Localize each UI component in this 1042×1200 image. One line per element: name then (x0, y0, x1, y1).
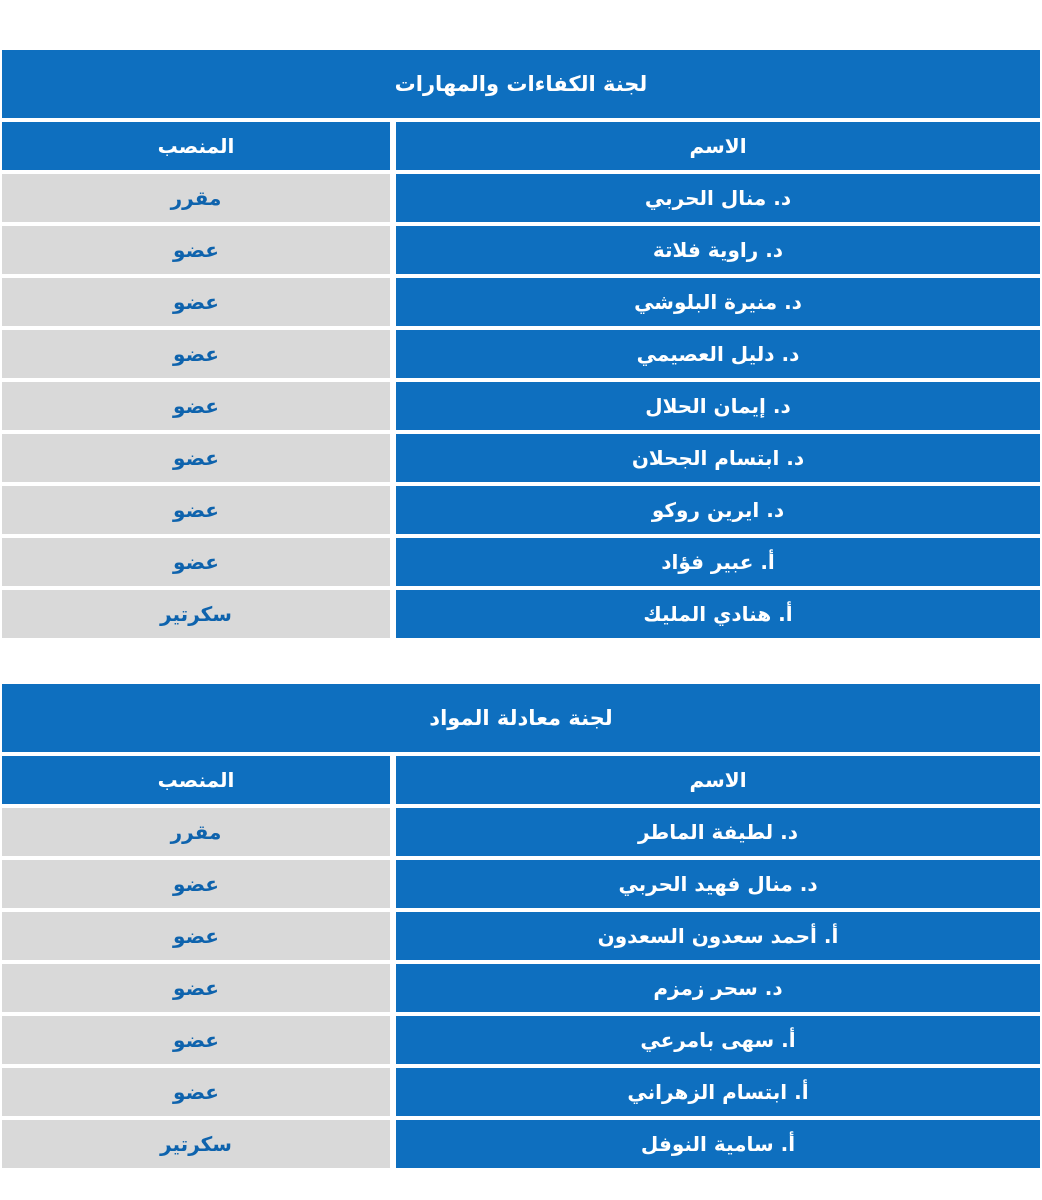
table-header-row (2, 122, 1040, 170)
table-row (2, 1120, 1040, 1168)
committee-title: لجنة الكفاءات والمهارات (2, 50, 1040, 118)
member-position: عضو (2, 486, 390, 534)
member-name: أ. سهى بامرعي (396, 1016, 1040, 1064)
member-name: د. ايرين روكو (396, 486, 1040, 534)
member-position: عضو (2, 226, 390, 274)
member-name: د. منيرة البلوشي (396, 278, 1040, 326)
table-header-row (2, 756, 1040, 804)
table-row (2, 434, 1040, 482)
table-row (2, 330, 1040, 378)
member-name: د. راوية فلاتة (396, 226, 1040, 274)
table-row (2, 912, 1040, 960)
table-row (2, 382, 1040, 430)
table-row (2, 590, 1040, 638)
member-position: عضو (2, 434, 390, 482)
table-row (2, 174, 1040, 222)
member-name: د. منال فهيد الحربي (396, 860, 1040, 908)
member-name: د. إيمان الحلال (396, 382, 1040, 430)
table-row (2, 538, 1040, 586)
column-header-name: الاسم (396, 756, 1040, 804)
member-name: د. دليل العصيمي (396, 330, 1040, 378)
table-row (2, 486, 1040, 534)
member-position: مقرر (2, 174, 390, 222)
table-row (2, 1016, 1040, 1064)
member-name: د. منال الحربي (396, 174, 1040, 222)
committee-table-competencies (2, 50, 1040, 638)
member-name: أ. سامية النوفل (396, 1120, 1040, 1168)
member-position: سكرتير (2, 590, 390, 638)
member-name: د. لطيفة الماطر (396, 808, 1040, 856)
table-row (2, 808, 1040, 856)
table-row (2, 1068, 1040, 1116)
column-header-position: المنصب (2, 122, 390, 170)
column-header-name: الاسم (396, 122, 1040, 170)
member-position: عضو (2, 382, 390, 430)
member-name: د. ابتسام الجحلان (396, 434, 1040, 482)
table-row (2, 226, 1040, 274)
member-position: عضو (2, 860, 390, 908)
member-name: أ. ابتسام الزهراني (396, 1068, 1040, 1116)
member-position: عضو (2, 964, 390, 1012)
member-position: عضو (2, 278, 390, 326)
committee-table-course-equivalency (2, 684, 1040, 1168)
member-position: مقرر (2, 808, 390, 856)
member-position: سكرتير (2, 1120, 390, 1168)
member-name: أ. أحمد سعدون السعدون (396, 912, 1040, 960)
table-row (2, 860, 1040, 908)
table-row (2, 278, 1040, 326)
member-position: عضو (2, 912, 390, 960)
member-name: أ. عبير فؤاد (396, 538, 1040, 586)
column-header-position: المنصب (2, 756, 390, 804)
member-position: عضو (2, 538, 390, 586)
member-name: د. سحر زمزم (396, 964, 1040, 1012)
member-position: عضو (2, 330, 390, 378)
member-position: عضو (2, 1016, 390, 1064)
table-row (2, 964, 1040, 1012)
member-name: أ. هنادي المليك (396, 590, 1040, 638)
committee-title: لجنة معادلة المواد (2, 684, 1040, 752)
member-position: عضو (2, 1068, 390, 1116)
